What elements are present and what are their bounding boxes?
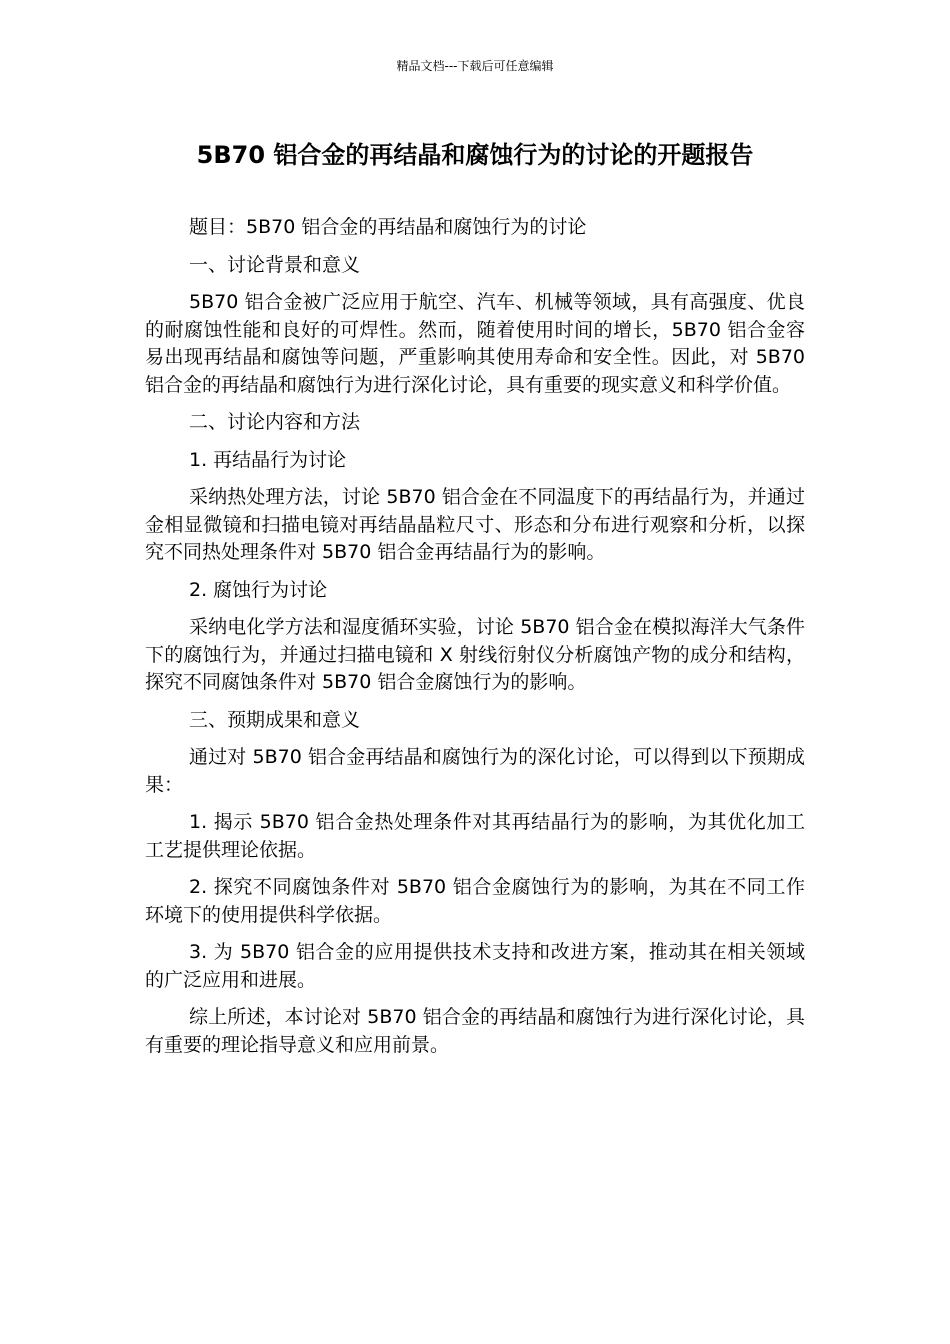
body-paragraph: 5B70 铝合金被广泛应用于航空、汽车、机械等领域，具有高强度、优良的耐腐蚀性能和良好的可焊性。然而，随着使用时间的增长，5B70 铝合金容易出现再结晶和腐蚀等问题，严重影响其使用寿命和安全性。因此，对 5B70 铝合金的再结晶和腐蚀行为进行深化讨论，具有重要的现实意义和科学价值。: [145, 291, 805, 396]
list-item: 2. 探究不同腐蚀条件对 5B70 铝合金腐蚀行为的影响，为其在不同工作环境下的使用提供科学依据。: [145, 876, 805, 926]
subsection-heading: 2. 腐蚀行为讨论: [189, 578, 328, 601]
section-heading: 三、预期成果和意义: [189, 708, 361, 731]
header-note: 精品文档---下载后可任意编辑: [396, 59, 554, 73]
subsection-heading: 1. 再结晶行为讨论: [189, 448, 347, 471]
list-item: 3. 为 5B70 铝合金的应用提供技术支持和改进方案，推动其在相关领域的广泛应用和进展。: [145, 941, 805, 991]
body-paragraph: 采纳电化学方法和湿度循环实验，讨论 5B70 铝合金在模拟海洋大气条件下的腐蚀行为，并通过扫描电镜和 X 射线衍射仪分析腐蚀产物的成分和结构，探究不同腐蚀条件对 5B70 铝合金腐蚀行为的影响。: [145, 616, 805, 693]
section-heading: 二、讨论内容和方法: [189, 411, 361, 433]
conclusion-paragraph: 综上所述，本讨论对 5B70 铝合金的再结晶和腐蚀行为进行深化讨论，具有重要的理论指导意义和应用前景。: [145, 1006, 805, 1056]
document-title: 5B70 铝合金的再结晶和腐蚀行为的讨论的开题报告: [196, 141, 754, 169]
body-paragraph: 通过对 5B70 铝合金再结晶和腐蚀行为的深化讨论，可以得到以下预期成果：: [145, 746, 805, 796]
list-item: 1. 揭示 5B70 铝合金热处理条件对其再结晶行为的影响，为其优化加工工艺提供理论依据。: [145, 811, 805, 861]
section-heading: 一、讨论背景和意义: [189, 253, 361, 276]
document-body: [145, 214, 805, 1069]
body-paragraph: 采纳热处理方法，讨论 5B70 铝合金在不同温度下的再结晶行为，并通过金相显微镜和扫描电镜对再结晶晶粒尺寸、形态和分布进行观察和分析，以探究不同热处理条件对 5B70 铝合金再结晶行为的影响。: [145, 486, 805, 563]
topic-line: 题目：5B70 铝合金的再结晶和腐蚀行为的讨论: [189, 216, 587, 238]
